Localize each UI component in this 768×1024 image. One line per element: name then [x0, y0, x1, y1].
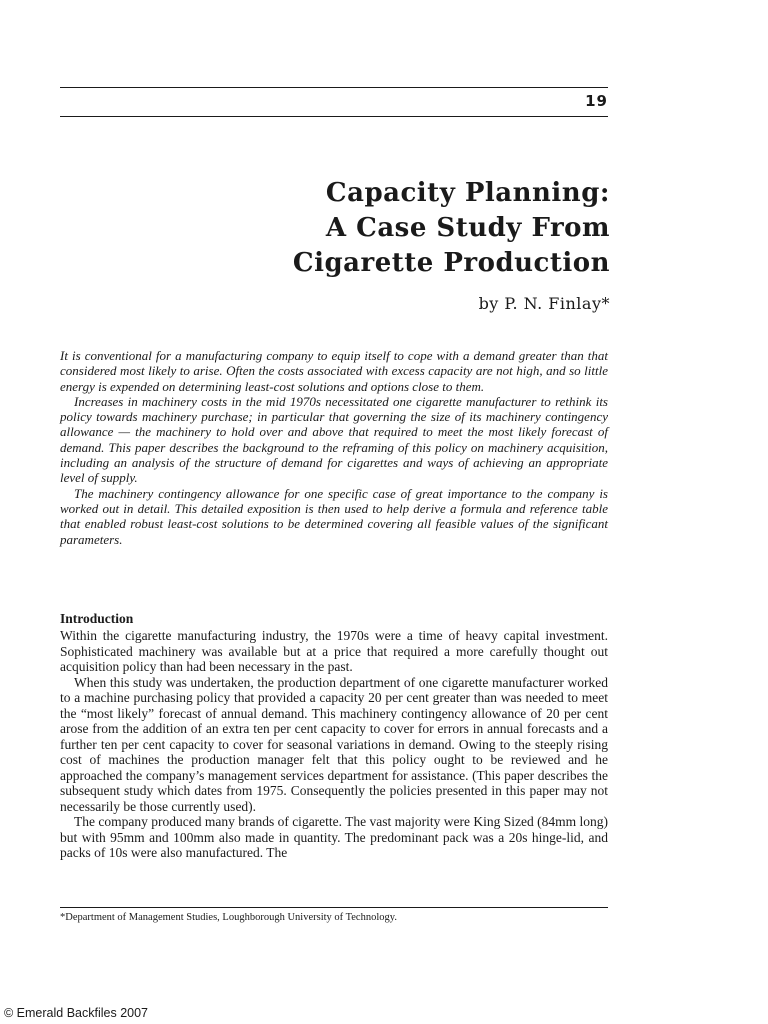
author-byline: by P. N. Finlay*: [478, 294, 610, 313]
article-title: [293, 176, 610, 281]
title-line: Capacity Planning:: [325, 178, 610, 208]
title-line: Cigarette Production: [292, 248, 610, 278]
body-paragraph: When this study was undertaken, the production department of one cigarette manufacturer worked to a machine purchasing policy that provided a capacity 20 per cent greater than was needed to meet the “most likely” forecast of annual demand. This machinery contingency allowance of 20 per cent arose from the addition of an extra ten per cent capacity to cover for errors in annual forecasts and a further ten per cent capacity to cover for seasonal variations in demand. Owing to the steeply rising cost of machines the production manager felt that this policy ought to be reviewed and he approached the company’s management services department for assistance. (This paper describes the subsequent study which dates from 1975. Consequently the policies presented in this paper may not necessarily be those currently used).: [60, 674, 608, 814]
footnote-rule: [60, 907, 608, 908]
page-number: 19: [585, 92, 608, 110]
abstract-paragraph: The machinery contingency allowance for one specific case of great importance to the company is worked out in detail. This detailed exposition is then used to help derive a formula and reference table that enabled robust least-cost solutions to be determined covering all feasible values of the significant parameters.: [60, 485, 608, 547]
header-rule-top: [60, 87, 608, 88]
footnote: *Department of Management Studies, Loughborough University of Technology.: [60, 912, 397, 923]
abstract-paragraph: Increases in machinery costs in the mid 1970s necessitated one cigarette manufacturer to rethink its policy towards machinery purchase; in particular that governing the size of its machinery contingency allowance — the machinery to hold over and above that required to meet the most likely forecast of demand. This paper describes the background to the reframing of this policy on machinery acquisition, including an analysis of the structure of demand for cigarettes and ways of achieving an appropriate level of supply.: [60, 393, 608, 486]
copyright-notice: © Emerald Backfiles 2007: [4, 1006, 149, 1020]
abstract-paragraph: It is conventional for a manufacturing company to equip itself to cope with a demand greater than that considered most likely to arise. Often the costs associated with excess capacity are not high, and so little energy is expended on determining least-cost solutions and options close to them.: [60, 348, 608, 394]
abstract: [60, 348, 608, 547]
title-line: A Case Study From: [325, 213, 610, 243]
body-paragraph: The company produced many brands of cigarette. The vast majority were King Sized (84mm long) but with 95mm and 100mm also made in quantity. The predominant pack was a 20s hinge-lid, and packs of 10s were also manufactured. The: [60, 814, 608, 860]
header-rule-bottom: [60, 116, 608, 117]
introduction-body: [60, 628, 608, 861]
body-paragraph: Within the cigarette manufacturing industry, the 1970s were a time of heavy capital investment. Sophisticated machinery was available but at a price that required a more carefully thought out acquisition policy than had been necessary in the past.: [60, 628, 608, 674]
section-heading: Introduction: [60, 611, 134, 626]
